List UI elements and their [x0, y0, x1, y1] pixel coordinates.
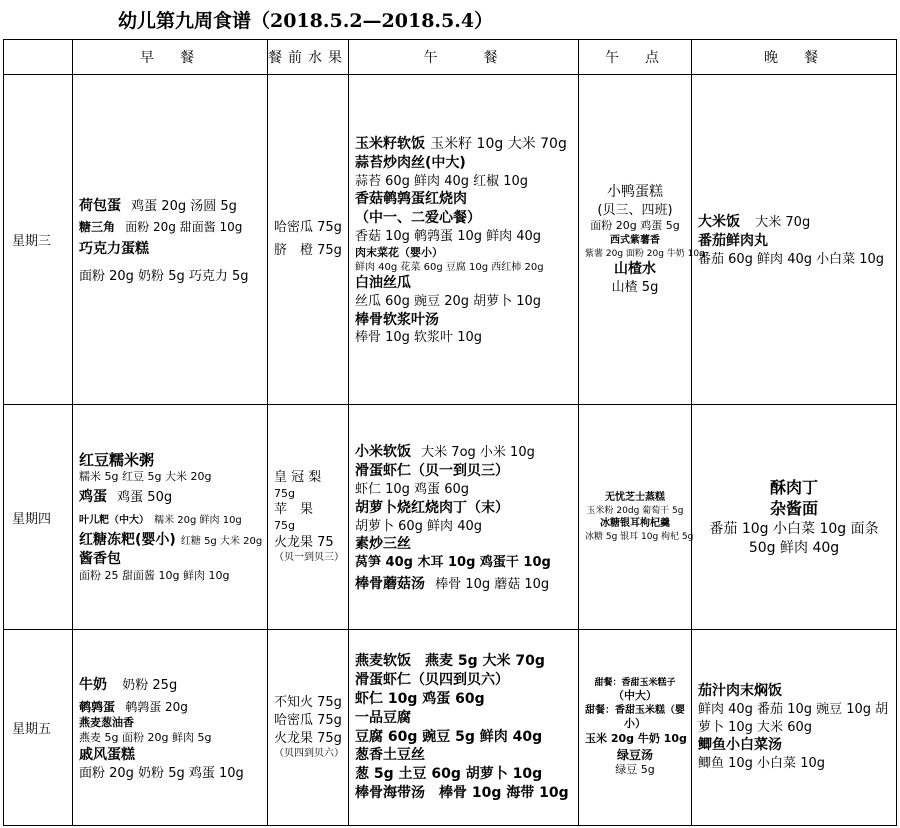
dish-detail: 胡萝卜 60g 鲜肉 40g [355, 518, 482, 534]
snack-item: 玉米粉 20dg 葡萄干 5g [586, 505, 684, 516]
dish-name: 小米软饭 [355, 444, 411, 461]
dish-detail: 丝瓜 60g 豌豆 20g 胡萝卜 10g [355, 293, 542, 309]
dish-detail: 萝卜 10g 大米 60g [698, 719, 812, 735]
dish-detail: 奶粉 25g [122, 677, 178, 693]
snack-item: 玉米 20g 牛奶 10g [585, 732, 687, 746]
breakfast-cell [73, 75, 268, 405]
header-snack: 午 点 [579, 40, 692, 75]
header-row [4, 40, 897, 75]
dish-name: 一品豆腐 [355, 709, 411, 726]
dish-detail: 虾仁 10g 鸡蛋 60g [355, 690, 485, 707]
page-title: 幼儿第九周食谱（2018.5.2—2018.5.4） [118, 10, 494, 32]
fruit-item: 75g [274, 519, 295, 533]
dish-name: 红糖冻粑(婴小) [79, 532, 176, 549]
dish-name: 巧克力蛋糕 [79, 241, 149, 257]
snack-item: 小鸭蛋糕 [607, 183, 663, 200]
fruit-item: 哈密瓜 75g [274, 220, 342, 236]
snack-item: 甜餐：香甜玉米糕子 [594, 677, 676, 688]
fruit-cell [268, 75, 349, 405]
dish-detail: 鲫鱼 10g 小白菜 10g [698, 756, 825, 772]
header-lunch: 午 餐 [349, 40, 579, 75]
snack-item: 绿豆 5g [615, 763, 655, 777]
snack-cell [579, 630, 692, 826]
dish-name: 棒骨蘑菇汤 [355, 575, 425, 592]
fruit-item: 不知火 75g [274, 695, 342, 711]
day-label: 星期四 [4, 405, 73, 630]
dish-detail: 鹌鹑蛋 20g [125, 699, 188, 714]
table-row [4, 405, 897, 630]
snack-item: （中大） [613, 689, 657, 703]
dish-name: 蒜苔炒肉丝(中大) [355, 154, 466, 171]
dish-name: 戚风蛋糕 [79, 746, 135, 763]
dish-name: 肉末菜花（婴小） [355, 245, 443, 259]
dish-name: 叶儿粑（中大） [79, 514, 149, 526]
dish-name: 燕麦葱油香 [79, 716, 134, 730]
dish-detail: 玉米籽 10g 大米 70g [430, 136, 567, 153]
snack-cell [579, 405, 692, 630]
dish-name: 荷包蛋 [79, 197, 121, 214]
dinner-cell [692, 75, 897, 405]
dish-detail: 番茄 60g 鲜肉 40g 小白菜 10g [698, 252, 885, 268]
fruit-cell [268, 405, 349, 630]
snack-item: 山楂水 [614, 260, 656, 277]
dish-detail: 鲜肉 40g 花菜 60g 豆腐 10g 西红柿 20g [355, 261, 544, 273]
fruit-item: 75g [274, 486, 295, 500]
menu-table [3, 39, 897, 826]
snack-item: 西式紫薯香 [610, 235, 660, 247]
dish-detail: 虾仁 10g 鸡蛋 60g [355, 482, 469, 498]
dish-detail: 葱 5g 土豆 60g 胡萝卜 10g [355, 766, 543, 783]
dish-name: 胡萝卜烧红烧肉丁（末） [355, 499, 509, 516]
snack-item: 冰糖银耳枸杞羹 [600, 518, 670, 529]
dish-detail: 面粉 25 甜面酱 10g 鲜肉 10g [79, 569, 230, 583]
breakfast-cell [73, 630, 268, 826]
dish-detail: 香菇 10g 鹌鹑蛋 10g 鲜肉 40g [355, 229, 542, 245]
fruit-item: 脐 橙 75g [274, 243, 342, 258]
dish-name: 糖三角 [79, 220, 116, 235]
dish-detail: 糯米 20g 鲜肉 10g [154, 514, 242, 526]
snack-item: (贝三、四班) [597, 202, 673, 218]
header-breakfast: 早 餐 [73, 40, 268, 75]
dish-detail: 鲜肉 40g 番茄 10g 豌豆 10g 胡 [698, 702, 889, 718]
fruit-item: 火龙果 75 [274, 534, 334, 550]
dish-name: 棒骨软浆叶汤 [355, 311, 439, 328]
header-fruit: 餐前水果 [268, 40, 349, 75]
fruit-item: 皇 冠 梨 [274, 470, 322, 486]
dish-name: 酱香包 [79, 551, 121, 568]
day-label: 星期五 [4, 630, 73, 826]
dish-detail: 鸡蛋 20g 汤圆 5g [131, 198, 237, 214]
dish-detail: 红糖 5g 大米 20g [180, 536, 263, 548]
lunch-cell [349, 405, 579, 630]
dish-name: 鸡蛋 [79, 488, 107, 505]
dish-detail: 糯米 5g 红豆 5g 大米 20g [79, 470, 212, 484]
dish-detail: 棒骨 10g 软浆叶 10g [355, 330, 482, 346]
dish-name: 玉米籽软饭 [355, 136, 425, 153]
dish-detail: 50g 鲜肉 40g [748, 539, 840, 556]
snack-cell [579, 75, 705, 405]
dish-name: 鹌鹑蛋 [79, 699, 116, 714]
dish-name: 杂酱面 [769, 499, 818, 519]
dish-name: 葱香土豆丝 [355, 747, 425, 764]
snack-item: 小） [624, 717, 646, 731]
snack-item: 绿豆汤 [616, 748, 653, 763]
dish-name: 香菇鹌鹑蛋红烧肉 [355, 191, 467, 208]
snack-item: 无忧芝士蒸糕 [605, 492, 665, 504]
dish-detail: 燕麦 5g 面粉 20g 鲜肉 5g [79, 731, 212, 745]
dish-name: 酥肉丁 [769, 477, 818, 497]
dish-name: 莴笋 40g 木耳 10g 鸡蛋干 10g [355, 555, 551, 571]
header-day [4, 40, 73, 75]
dish-name: 素炒三丝 [355, 536, 411, 553]
table-row [4, 630, 897, 826]
snack-item: 甜餐：香甜玉米糕（婴 [585, 704, 685, 716]
dish-name: 大米饭 [698, 214, 740, 231]
fruit-item: （贝一到贝三） [274, 552, 344, 564]
dish-name: 燕麦软饭 燕麦 5g 大米 70g [355, 652, 545, 669]
dinner-cell [692, 405, 897, 630]
dish-name: （中一、二爱心餐） [355, 210, 481, 227]
dish-name: 白油丝瓜 [355, 275, 411, 292]
fruit-item: 哈密瓜 75g [274, 712, 342, 728]
dish-detail: 大米 70g [755, 215, 811, 231]
table-row [4, 75, 897, 405]
dish-name: 牛奶 [79, 676, 107, 693]
dish-detail: 面粉 20g 奶粉 5g 鸡蛋 10g [79, 765, 244, 781]
snack-item: 冰糖 5g 银耳 10g 枸杞 5g [585, 531, 694, 542]
snack-item: 面粉 20g 鸡蛋 5g [590, 219, 680, 233]
dish-detail: 蒜苔 60g 鲜肉 40g 红椒 10g [355, 173, 529, 189]
dish-detail: 面粉 20g 奶粉 5g 巧克力 5g [79, 268, 249, 284]
fruit-cell [268, 630, 349, 826]
dish-detail: 棒骨 10g 蘑菇 10g [435, 576, 550, 592]
breakfast-cell [73, 405, 268, 630]
day-label: 星期三 [4, 75, 73, 405]
dinner-cell [692, 630, 897, 826]
fruit-item: 火龙果 75g [274, 730, 342, 746]
lunch-cell [349, 75, 579, 405]
dish-name: 番茄鲜肉丸 [698, 233, 768, 250]
dish-name: 茄汁肉末焖饭 [698, 683, 782, 700]
dish-detail: 面粉 20g 甜面酱 10g [125, 220, 243, 235]
fruit-item: 苹 果 [274, 502, 314, 518]
dish-name: 滑蛋虾仁（贝一到贝三） [355, 463, 509, 480]
dish-name: 棒骨海带汤 棒骨 10g 海带 10g [355, 785, 569, 802]
dish-name: 鲫鱼小白菜汤 [698, 737, 782, 754]
snack-item: 紫薯 20g 面粉 20g 牛奶 10g [585, 248, 705, 259]
lunch-cell [349, 630, 579, 826]
header-dinner: 晚 餐 [692, 40, 897, 75]
snack-item: 山楂 5g [611, 279, 659, 295]
dish-name: 滑蛋虾仁（贝四到贝六） [355, 671, 509, 688]
dish-detail: 番茄 10g 小白菜 10g 面条 [709, 520, 879, 537]
dish-detail: 豆腐 60g 豌豆 5g 鲜肉 40g [355, 728, 543, 745]
fruit-item: （贝四到贝六） [274, 748, 344, 760]
dish-detail: 鸡蛋 50g [117, 489, 173, 505]
dish-detail: 大米 7og 小米 10g [421, 445, 535, 461]
dish-name: 红豆糯米粥 [79, 450, 155, 469]
